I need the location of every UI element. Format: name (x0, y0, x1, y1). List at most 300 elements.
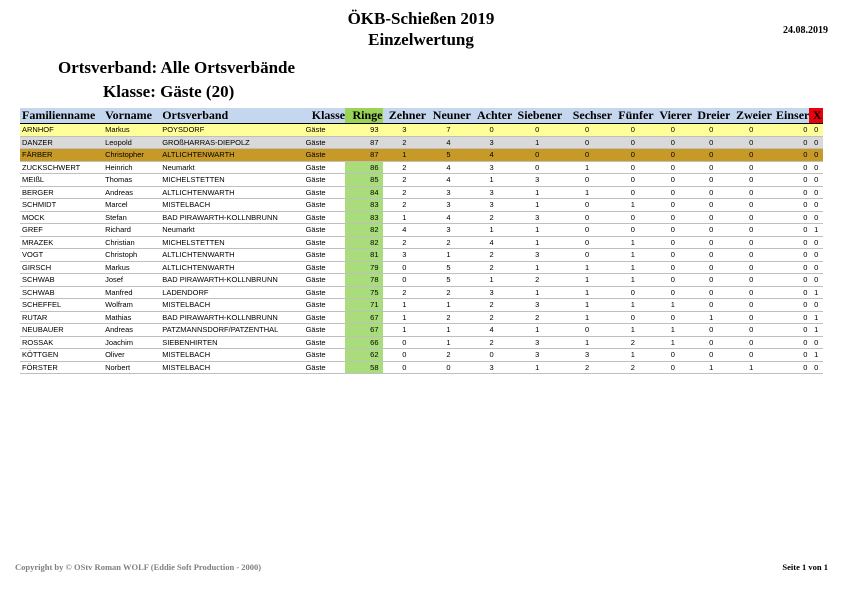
cell-achter: 3 (471, 136, 513, 149)
cell-klasse: Gäste (304, 136, 346, 149)
cell-zweier: 0 (730, 249, 772, 262)
cell-fuenfer: 1 (612, 236, 654, 249)
cell-x: 0 (809, 174, 823, 187)
cell-neuner: 5 (426, 149, 471, 162)
cell-familienname: GREF (20, 224, 103, 237)
cell-achter: 3 (471, 186, 513, 199)
cell-einser: 0 (772, 199, 809, 212)
klasse-heading: Klasse: Gäste (20) (103, 82, 235, 101)
cell-vorname: Markus (103, 124, 160, 137)
cell-sechser: 0 (562, 199, 612, 212)
cell-siebener: 1 (512, 224, 562, 237)
table-row (20, 174, 823, 187)
cell-familienname: FÄRBER (20, 149, 103, 162)
cell-dreier: 0 (692, 299, 730, 312)
cell-x: 0 (809, 249, 823, 262)
table-row (20, 236, 823, 249)
cell-vorname: Heinrich (103, 161, 160, 174)
cell-achter: 3 (471, 286, 513, 299)
cell-vierer: 0 (654, 286, 692, 299)
table-row (20, 336, 823, 349)
cell-vorname: Christian (103, 236, 160, 249)
cell-ringe: 75 (345, 286, 382, 299)
cell-familienname: SCHWAB (20, 274, 103, 287)
cell-ringe: 85 (345, 174, 382, 187)
table-row (20, 224, 823, 237)
cell-siebener: 0 (512, 149, 562, 162)
cell-neuner: 3 (426, 224, 471, 237)
cell-zweier: 0 (730, 261, 772, 274)
cell-einser: 0 (772, 286, 809, 299)
cell-ortsverband: ALTLICHTENWARTH (160, 149, 303, 162)
cell-siebener: 1 (512, 186, 562, 199)
cell-vorname: Christoph (103, 249, 160, 262)
cell-familienname: NEUBAUER (20, 324, 103, 337)
cell-zweier: 0 (730, 274, 772, 287)
cell-fuenfer: 0 (612, 124, 654, 137)
cell-sechser: 0 (562, 224, 612, 237)
cell-dreier: 0 (692, 161, 730, 174)
cell-x: 0 (809, 236, 823, 249)
cell-achter: 0 (471, 349, 513, 362)
cell-neuner: 4 (426, 136, 471, 149)
col-achter: Achter (471, 108, 513, 124)
cell-klasse: Gäste (304, 349, 346, 362)
cell-fuenfer: 0 (612, 286, 654, 299)
cell-dreier: 0 (692, 211, 730, 224)
cell-sechser: 0 (562, 174, 612, 187)
report-date: 24.08.2019 (783, 25, 828, 36)
cell-achter: 4 (471, 236, 513, 249)
cell-einser: 0 (772, 211, 809, 224)
cell-dreier: 0 (692, 336, 730, 349)
cell-vierer: 0 (654, 311, 692, 324)
cell-x: 0 (809, 274, 823, 287)
cell-vorname: Wolfram (103, 299, 160, 312)
cell-sechser: 0 (562, 136, 612, 149)
cell-zehner: 2 (383, 161, 427, 174)
table-body (20, 124, 823, 374)
cell-einser: 0 (772, 174, 809, 187)
cell-familienname: ZUCKSCHWERT (20, 161, 103, 174)
cell-dreier: 0 (692, 286, 730, 299)
cell-zehner: 0 (383, 336, 427, 349)
cell-achter: 1 (471, 274, 513, 287)
cell-fuenfer: 1 (612, 199, 654, 212)
cell-vorname: Marcel (103, 199, 160, 212)
cell-x: 1 (809, 324, 823, 337)
cell-vorname: Andreas (103, 186, 160, 199)
cell-sechser: 0 (562, 249, 612, 262)
cell-ortsverband: Neumarkt (160, 224, 303, 237)
cell-vorname: Oliver (103, 349, 160, 362)
cell-ringe: 83 (345, 211, 382, 224)
cell-klasse: Gäste (304, 336, 346, 349)
cell-achter: 3 (471, 199, 513, 212)
cell-vierer: 0 (654, 136, 692, 149)
cell-siebener: 3 (512, 349, 562, 362)
cell-siebener: 1 (512, 136, 562, 149)
cell-zehner: 1 (383, 311, 427, 324)
cell-zweier: 0 (730, 324, 772, 337)
cell-x: 0 (809, 199, 823, 212)
cell-ortsverband: BAD PIRAWARTH-KOLLNBRUNN (160, 311, 303, 324)
cell-ortsverband: BAD PIRAWARTH-KOLLNBRUNN (160, 274, 303, 287)
cell-sechser: 1 (562, 274, 612, 287)
cell-vierer: 0 (654, 149, 692, 162)
table-row (20, 199, 823, 212)
cell-zehner: 2 (383, 186, 427, 199)
cell-neuner: 3 (426, 186, 471, 199)
table-row (20, 211, 823, 224)
table-header-row (20, 108, 823, 124)
table-row (20, 299, 823, 312)
cell-einser: 0 (772, 249, 809, 262)
cell-fuenfer: 1 (612, 249, 654, 262)
cell-einser: 0 (772, 324, 809, 337)
cell-neuner: 4 (426, 174, 471, 187)
cell-klasse: Gäste (304, 299, 346, 312)
cell-klasse: Gäste (304, 199, 346, 212)
cell-ringe: 71 (345, 299, 382, 312)
cell-zweier: 1 (730, 361, 772, 374)
cell-dreier: 0 (692, 224, 730, 237)
cell-einser: 0 (772, 161, 809, 174)
cell-einser: 0 (772, 349, 809, 362)
table-row (20, 149, 823, 162)
cell-x: 0 (809, 299, 823, 312)
cell-achter: 2 (471, 311, 513, 324)
cell-familienname: ARNHOF (20, 124, 103, 137)
cell-ortsverband: ALTLICHTENWARTH (160, 261, 303, 274)
cell-zweier: 0 (730, 336, 772, 349)
table-row (20, 161, 823, 174)
cell-fuenfer: 1 (612, 349, 654, 362)
cell-dreier: 0 (692, 274, 730, 287)
cell-familienname: RUTAR (20, 311, 103, 324)
cell-einser: 0 (772, 124, 809, 137)
cell-klasse: Gäste (304, 274, 346, 287)
cell-sechser: 0 (562, 149, 612, 162)
cell-achter: 1 (471, 174, 513, 187)
cell-ringe: 81 (345, 249, 382, 262)
cell-ortsverband: SIEBENHIRTEN (160, 336, 303, 349)
cell-vierer: 1 (654, 299, 692, 312)
cell-einser: 0 (772, 236, 809, 249)
cell-siebener: 1 (512, 324, 562, 337)
cell-sechser: 1 (562, 186, 612, 199)
cell-familienname: DANZER (20, 136, 103, 149)
cell-sechser: 1 (562, 311, 612, 324)
cell-achter: 2 (471, 249, 513, 262)
cell-familienname: SCHEFFEL (20, 299, 103, 312)
cell-dreier: 0 (692, 236, 730, 249)
cell-vierer: 0 (654, 161, 692, 174)
cell-vorname: Markus (103, 261, 160, 274)
cell-achter: 2 (471, 336, 513, 349)
cell-neuner: 3 (426, 199, 471, 212)
cell-vierer: 0 (654, 211, 692, 224)
cell-fuenfer: 1 (612, 261, 654, 274)
cell-fuenfer: 0 (612, 174, 654, 187)
report-title: ÖKB-Schießen 2019 (347, 9, 495, 28)
cell-familienname: GIRSCH (20, 261, 103, 274)
cell-ringe: 93 (345, 124, 382, 137)
col-siebener: Siebener (512, 108, 562, 124)
table-row (20, 311, 823, 324)
cell-vorname: Manfred (103, 286, 160, 299)
cell-zweier: 0 (730, 286, 772, 299)
cell-zweier: 0 (730, 186, 772, 199)
cell-fuenfer: 2 (612, 336, 654, 349)
cell-klasse: Gäste (304, 186, 346, 199)
cell-sechser: 2 (562, 361, 612, 374)
cell-vierer: 0 (654, 274, 692, 287)
cell-siebener: 1 (512, 199, 562, 212)
cell-familienname: SCHWAB (20, 286, 103, 299)
table-row (20, 286, 823, 299)
cell-siebener: 1 (512, 286, 562, 299)
col-zweier: Zweier (730, 108, 772, 124)
cell-fuenfer: 1 (612, 274, 654, 287)
cell-fuenfer: 0 (612, 186, 654, 199)
cell-zweier: 0 (730, 311, 772, 324)
cell-vorname: Joachim (103, 336, 160, 349)
cell-fuenfer: 2 (612, 361, 654, 374)
col-einser: Einser (772, 108, 809, 124)
cell-x: 0 (809, 136, 823, 149)
cell-neuner: 2 (426, 311, 471, 324)
cell-ringe: 58 (345, 361, 382, 374)
col-ortsverband: Ortsverband (160, 108, 303, 124)
cell-achter: 0 (471, 124, 513, 137)
cell-achter: 4 (471, 149, 513, 162)
cell-ringe: 82 (345, 224, 382, 237)
cell-achter: 4 (471, 324, 513, 337)
cell-x: 0 (809, 261, 823, 274)
cell-ringe: 79 (345, 261, 382, 274)
cell-sechser: 3 (562, 349, 612, 362)
cell-fuenfer: 1 (612, 299, 654, 312)
cell-ringe: 84 (345, 186, 382, 199)
cell-neuner: 2 (426, 286, 471, 299)
cell-zehner: 2 (383, 286, 427, 299)
cell-zehner: 0 (383, 261, 427, 274)
cell-sechser: 0 (562, 324, 612, 337)
cell-dreier: 0 (692, 174, 730, 187)
cell-dreier: 0 (692, 349, 730, 362)
cell-klasse: Gäste (304, 236, 346, 249)
cell-dreier: 0 (692, 124, 730, 137)
cell-zehner: 1 (383, 211, 427, 224)
table-row (20, 324, 823, 337)
cell-x: 1 (809, 224, 823, 237)
cell-einser: 0 (772, 274, 809, 287)
cell-zehner: 2 (383, 199, 427, 212)
cell-ringe: 83 (345, 199, 382, 212)
cell-fuenfer: 0 (612, 149, 654, 162)
col-fuenfer: Fünfer (612, 108, 654, 124)
cell-ringe: 82 (345, 236, 382, 249)
cell-familienname: SCHMIDT (20, 199, 103, 212)
cell-dreier: 0 (692, 324, 730, 337)
cell-siebener: 2 (512, 274, 562, 287)
cell-zehner: 2 (383, 136, 427, 149)
cell-siebener: 3 (512, 249, 562, 262)
cell-zweier: 0 (730, 224, 772, 237)
cell-ringe: 87 (345, 149, 382, 162)
cell-sechser: 0 (562, 124, 612, 137)
table-row (20, 136, 823, 149)
table-row (20, 249, 823, 262)
cell-achter: 2 (471, 261, 513, 274)
col-x: X (809, 108, 823, 124)
cell-neuner: 7 (426, 124, 471, 137)
cell-achter: 2 (471, 211, 513, 224)
cell-familienname: BERGER (20, 186, 103, 199)
cell-vierer: 0 (654, 261, 692, 274)
cell-siebener: 1 (512, 261, 562, 274)
table-row (20, 361, 823, 374)
cell-zweier: 0 (730, 174, 772, 187)
cell-familienname: MOCK (20, 211, 103, 224)
cell-ortsverband: GROßHARRAS-DIEPOLZ (160, 136, 303, 149)
cell-fuenfer: 0 (612, 136, 654, 149)
col-familienname: Familienname (20, 108, 103, 124)
cell-vierer: 0 (654, 174, 692, 187)
cell-siebener: 3 (512, 211, 562, 224)
cell-familienname: MEIßL (20, 174, 103, 187)
cell-sechser: 1 (562, 261, 612, 274)
cell-einser: 0 (772, 361, 809, 374)
cell-neuner: 5 (426, 274, 471, 287)
cell-neuner: 4 (426, 211, 471, 224)
cell-ringe: 78 (345, 274, 382, 287)
cell-neuner: 1 (426, 336, 471, 349)
cell-siebener: 0 (512, 161, 562, 174)
cell-zweier: 0 (730, 161, 772, 174)
cell-vierer: 0 (654, 349, 692, 362)
col-neuner: Neuner (426, 108, 471, 124)
cell-klasse: Gäste (304, 286, 346, 299)
cell-x: 0 (809, 161, 823, 174)
col-zehner: Zehner (383, 108, 427, 124)
cell-vorname: Richard (103, 224, 160, 237)
cell-siebener: 0 (512, 124, 562, 137)
table-row (20, 261, 823, 274)
cell-ringe: 66 (345, 336, 382, 349)
cell-neuner: 2 (426, 236, 471, 249)
cell-einser: 0 (772, 261, 809, 274)
cell-klasse: Gäste (304, 224, 346, 237)
cell-x: 0 (809, 186, 823, 199)
cell-fuenfer: 0 (612, 311, 654, 324)
cell-klasse: Gäste (304, 249, 346, 262)
cell-klasse: Gäste (304, 311, 346, 324)
cell-einser: 0 (772, 311, 809, 324)
cell-x: 0 (809, 336, 823, 349)
cell-neuner: 4 (426, 161, 471, 174)
cell-achter: 3 (471, 361, 513, 374)
cell-achter: 2 (471, 299, 513, 312)
cell-sechser: 1 (562, 286, 612, 299)
cell-sechser: 0 (562, 236, 612, 249)
cell-ortsverband: MICHELSTETTEN (160, 236, 303, 249)
cell-vorname: Josef (103, 274, 160, 287)
cell-klasse: Gäste (304, 261, 346, 274)
cell-klasse: Gäste (304, 361, 346, 374)
cell-neuner: 5 (426, 261, 471, 274)
cell-ringe: 62 (345, 349, 382, 362)
cell-familienname: MRAZEK (20, 236, 103, 249)
cell-sechser: 1 (562, 299, 612, 312)
col-ringe: Ringe (345, 108, 382, 124)
cell-vierer: 0 (654, 236, 692, 249)
cell-sechser: 1 (562, 336, 612, 349)
cell-einser: 0 (772, 299, 809, 312)
cell-klasse: Gäste (304, 211, 346, 224)
col-klasse: Klasse (304, 108, 346, 124)
cell-ortsverband: ALTLICHTENWARTH (160, 186, 303, 199)
cell-achter: 1 (471, 224, 513, 237)
cell-siebener: 1 (512, 361, 562, 374)
cell-zweier: 0 (730, 136, 772, 149)
cell-neuner: 1 (426, 249, 471, 262)
table-row (20, 124, 823, 137)
col-sechser: Sechser (562, 108, 612, 124)
cell-ortsverband: LADENDORF (160, 286, 303, 299)
cell-siebener: 2 (512, 311, 562, 324)
cell-zweier: 0 (730, 236, 772, 249)
cell-x: 1 (809, 349, 823, 362)
cell-vierer: 0 (654, 224, 692, 237)
cell-ortsverband: MISTELBACH (160, 349, 303, 362)
cell-vorname: Norbert (103, 361, 160, 374)
cell-klasse: Gäste (304, 124, 346, 137)
cell-vierer: 1 (654, 336, 692, 349)
cell-x: 1 (809, 311, 823, 324)
cell-ortsverband: MICHELSTETTEN (160, 174, 303, 187)
page-number: Seite 1 von 1 (782, 562, 828, 572)
cell-ringe: 87 (345, 136, 382, 149)
cell-siebener: 3 (512, 299, 562, 312)
cell-klasse: Gäste (304, 161, 346, 174)
cell-klasse: Gäste (304, 174, 346, 187)
cell-ortsverband: POYSDORF (160, 124, 303, 137)
cell-siebener: 1 (512, 236, 562, 249)
cell-siebener: 3 (512, 336, 562, 349)
cell-vierer: 0 (654, 186, 692, 199)
cell-einser: 0 (772, 336, 809, 349)
cell-familienname: FÖRSTER (20, 361, 103, 374)
cell-x: 1 (809, 286, 823, 299)
cell-ortsverband: ALTLICHTENWARTH (160, 249, 303, 262)
cell-sechser: 1 (562, 161, 612, 174)
cell-klasse: Gäste (304, 324, 346, 337)
cell-zehner: 3 (383, 249, 427, 262)
cell-ringe: 67 (345, 311, 382, 324)
cell-vierer: 0 (654, 124, 692, 137)
cell-sechser: 0 (562, 211, 612, 224)
cell-zehner: 0 (383, 274, 427, 287)
col-dreier: Dreier (692, 108, 730, 124)
ortsverband-heading: Ortsverband: Alle Ortsverbände (58, 58, 296, 77)
cell-einser: 0 (772, 136, 809, 149)
cell-neuner: 1 (426, 324, 471, 337)
cell-einser: 0 (772, 149, 809, 162)
cell-zehner: 2 (383, 174, 427, 187)
cell-vorname: Stefan (103, 211, 160, 224)
